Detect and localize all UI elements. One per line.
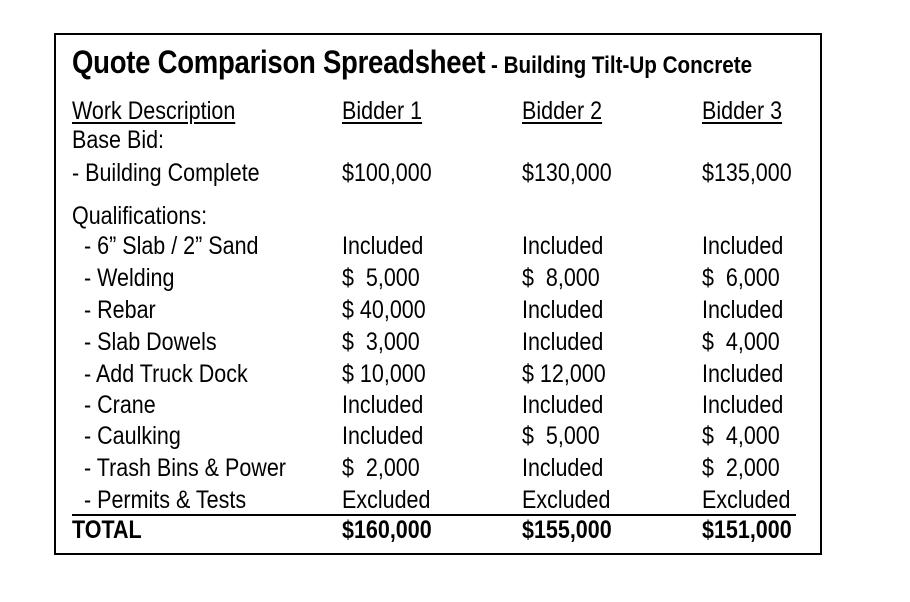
cell-bidder-3: Included <box>702 296 784 324</box>
cell-bidder-3: Included <box>702 391 784 419</box>
cell-bidder-2: $ 12,000 <box>522 360 606 388</box>
title-main: Quote Comparison Spreadsheet <box>72 44 486 80</box>
cell-bidder-2: Included <box>522 391 604 419</box>
cell-bidder-1: $ 3,000 <box>342 328 420 356</box>
page-title <box>72 44 752 81</box>
cell-bidder-2: Included <box>522 232 604 260</box>
header-bidder-1: Bidder 1 <box>342 97 423 125</box>
cell-bidder-3: $135,000 <box>702 159 792 187</box>
cell-bidder-3: $ 2,000 <box>702 454 780 482</box>
cell-bidder-1: $ 10,000 <box>342 360 426 388</box>
cell-bidder-3: $ 4,000 <box>702 328 780 356</box>
header-work-description: Work Description <box>72 97 236 125</box>
row-label: - Welding <box>84 264 175 292</box>
cell-bidder-3: Included <box>702 232 784 260</box>
total-bidder-2: $155,000 <box>522 516 612 544</box>
cell-bidder-2: Included <box>522 454 604 482</box>
cell-bidder-3: Excluded <box>702 486 791 514</box>
title-subtitle: - Building Tilt-Up Concrete <box>485 52 753 79</box>
row-label: - Caulking <box>84 422 181 450</box>
header-bidder-3: Bidder 3 <box>702 97 783 125</box>
total-label: TOTAL <box>72 516 142 544</box>
cell-bidder-2: $ 5,000 <box>522 422 600 450</box>
row-label: - Add Truck Dock <box>84 360 248 388</box>
row-label: - Slab Dowels <box>84 328 217 356</box>
cell-bidder-2: $ 8,000 <box>522 264 600 292</box>
cell-bidder-1: Included <box>342 422 424 450</box>
base-bid-label: Base Bid: <box>72 126 165 154</box>
row-label: - Crane <box>84 391 156 419</box>
row-label: - Building Complete <box>72 159 260 187</box>
cell-bidder-2: $130,000 <box>522 159 612 187</box>
row-label: - Permits & Tests <box>84 486 247 514</box>
total-bidder-3: $151,000 <box>702 516 792 544</box>
cell-bidder-3: $ 6,000 <box>702 264 780 292</box>
cell-bidder-3: $ 4,000 <box>702 422 780 450</box>
qualifications-label: Qualifications: <box>72 202 208 230</box>
cell-bidder-3: Included <box>702 360 784 388</box>
cell-bidder-2: Included <box>522 296 604 324</box>
cell-bidder-1: Excluded <box>342 486 431 514</box>
row-label: - 6” Slab / 2” Sand <box>84 232 259 260</box>
cell-bidder-1: Included <box>342 232 424 260</box>
total-divider <box>72 514 796 516</box>
row-label: - Rebar <box>84 296 156 324</box>
cell-bidder-1: Included <box>342 391 424 419</box>
row-label: - Trash Bins & Power <box>84 454 286 482</box>
cell-bidder-2: Excluded <box>522 486 611 514</box>
cell-bidder-2: Included <box>522 328 604 356</box>
total-bidder-1: $160,000 <box>342 516 432 544</box>
cell-bidder-1: $100,000 <box>342 159 432 187</box>
header-bidder-2: Bidder 2 <box>522 97 603 125</box>
cell-bidder-1: $ 5,000 <box>342 264 420 292</box>
cell-bidder-1: $ 40,000 <box>342 296 426 324</box>
cell-bidder-1: $ 2,000 <box>342 454 420 482</box>
